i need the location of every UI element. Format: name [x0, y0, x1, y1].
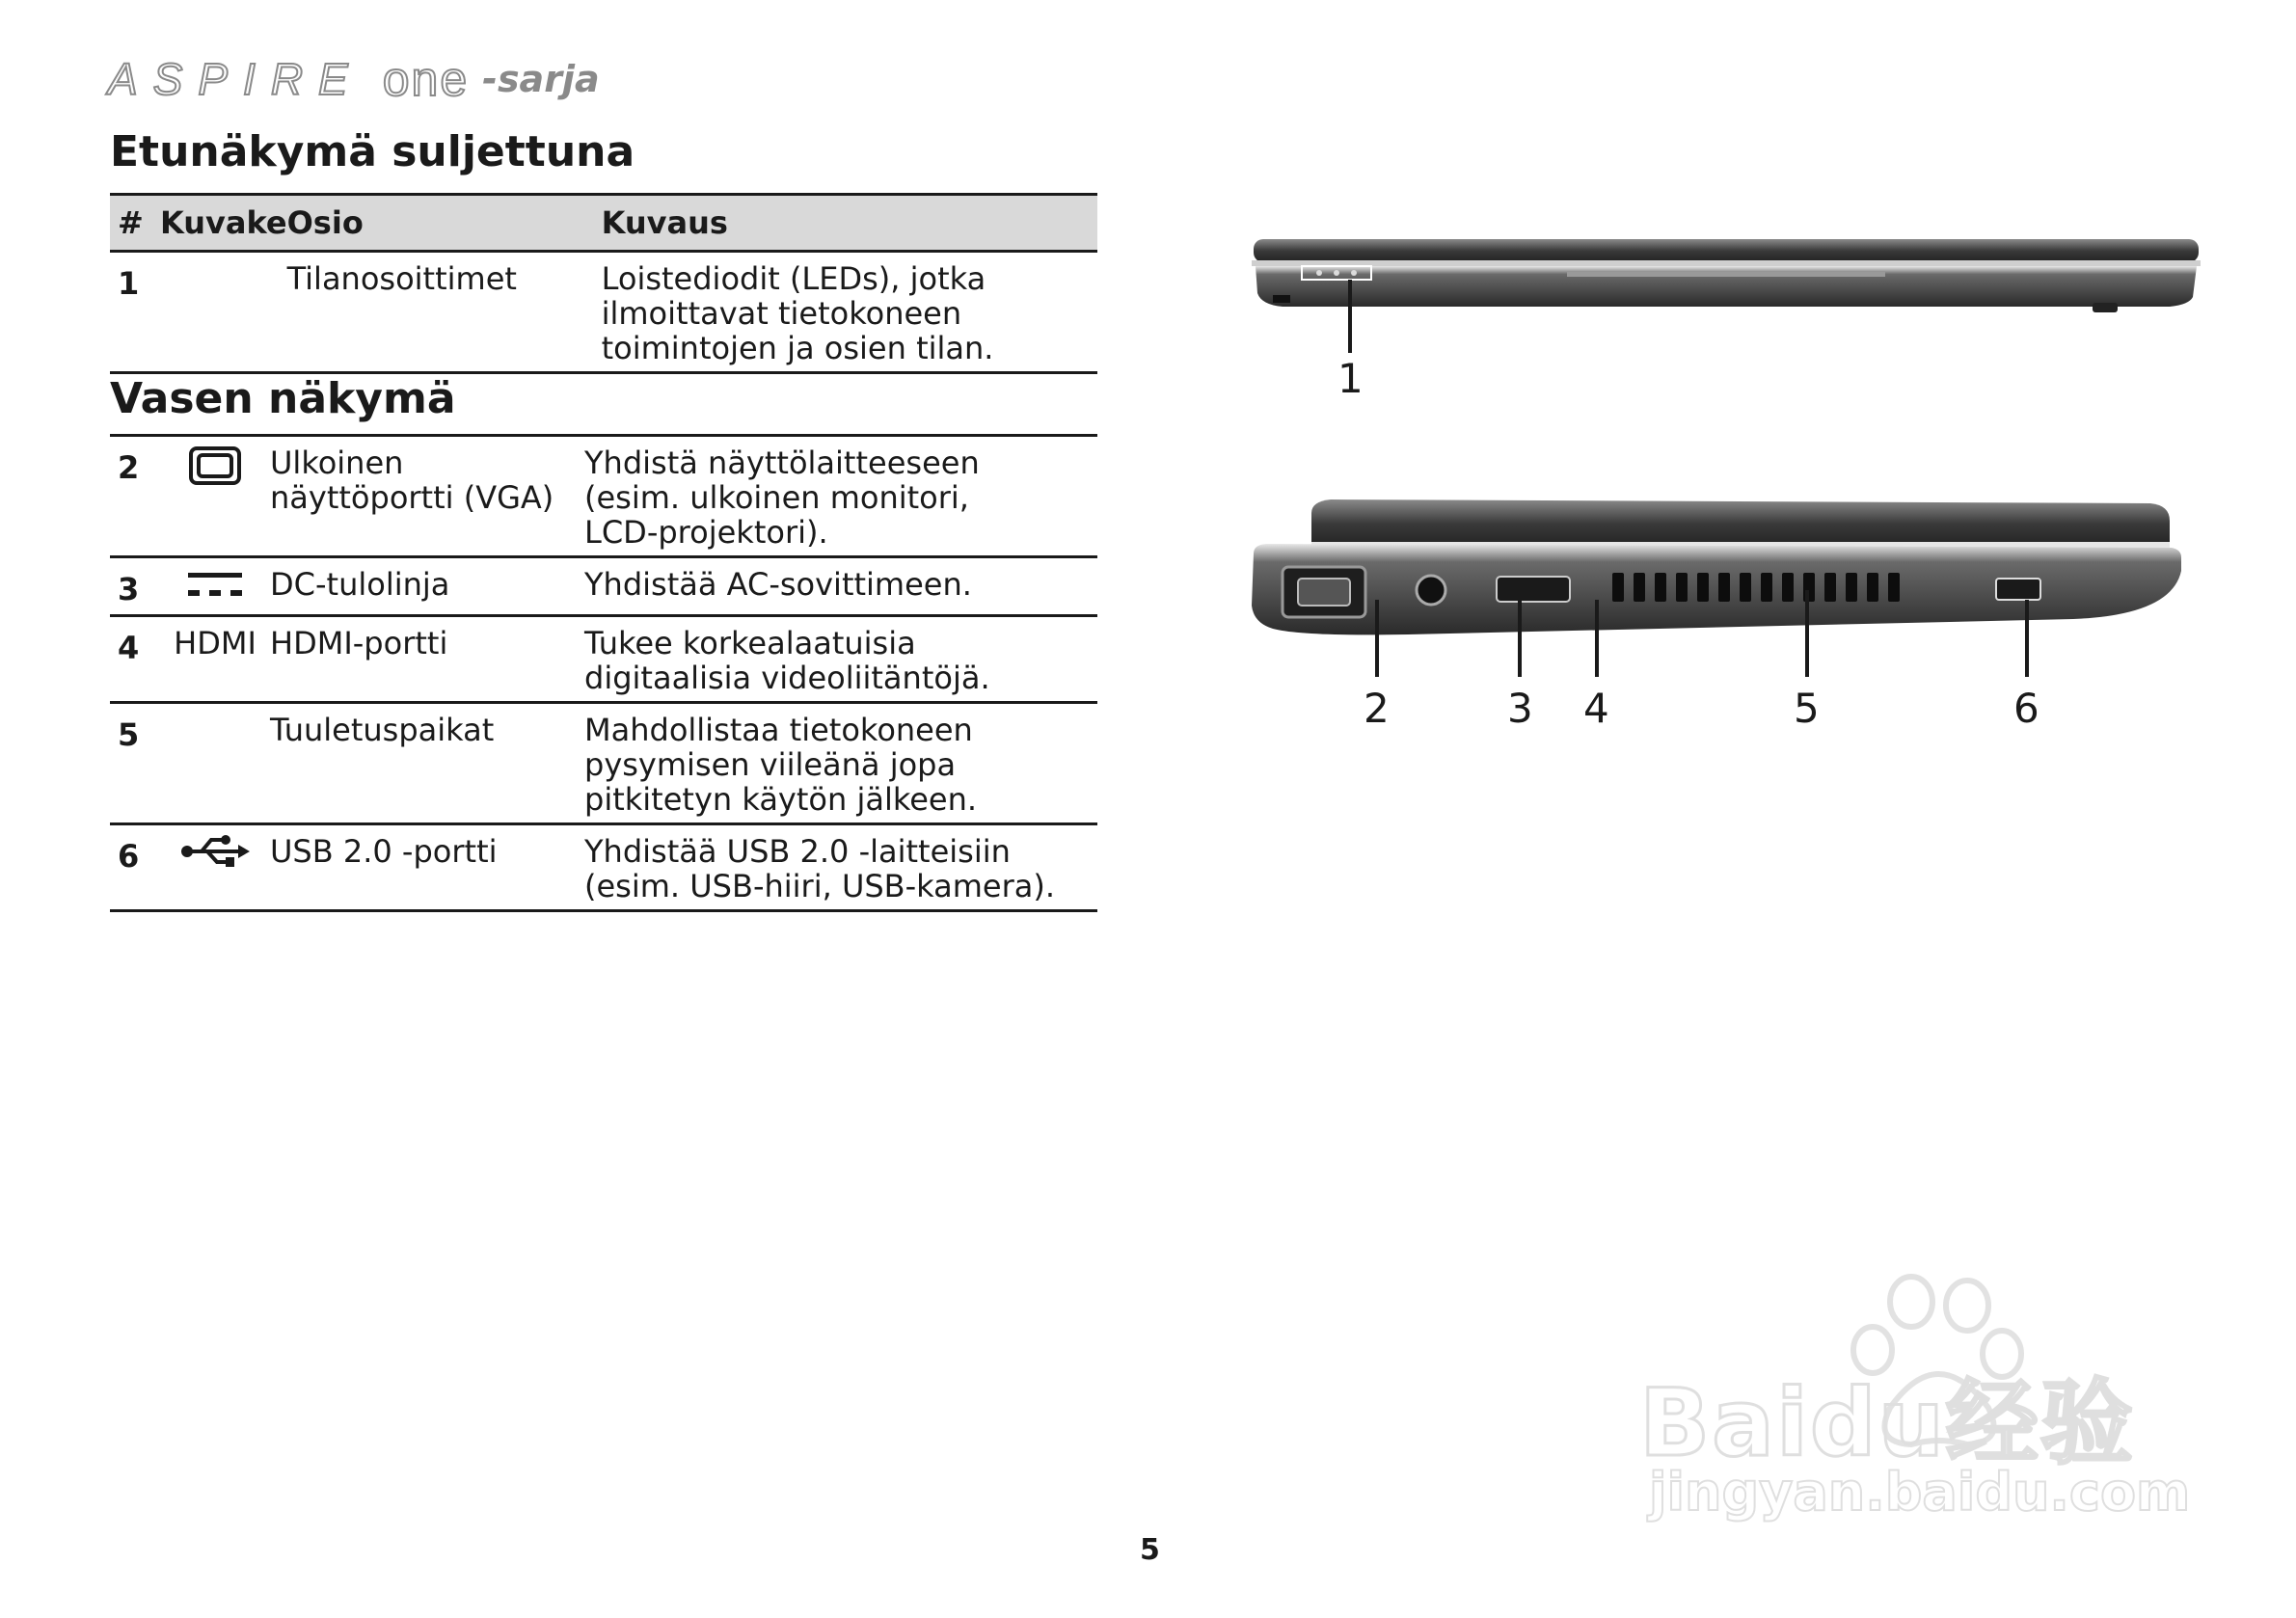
- row-number: 3: [118, 571, 140, 607]
- page-number: 5: [1140, 1533, 1160, 1567]
- row-section: USB 2.0 -portti: [270, 833, 498, 870]
- brand-suffix: -sarja: [482, 58, 600, 100]
- callout-1: 1: [1337, 355, 1364, 402]
- row-description: Yhdistää AC-sovittimeen.: [584, 566, 972, 603]
- row-number: 6: [118, 838, 140, 875]
- table-row: [110, 703, 1097, 824]
- vga-port-icon: [160, 436, 270, 557]
- row-number: 1: [118, 265, 140, 302]
- row-number: 2: [118, 449, 140, 486]
- table-row: [110, 824, 1097, 911]
- row-section: HDMI-portti: [270, 625, 448, 661]
- table-row: [110, 436, 1097, 557]
- one-logo: one: [382, 52, 470, 106]
- front-view-illustration: [1252, 239, 2201, 353]
- watermark-main: Baidu经验: [1639, 1369, 2135, 1477]
- brand-header: [108, 54, 600, 104]
- laptop-diagram: [1244, 224, 2208, 744]
- front-view-table: [110, 193, 1097, 374]
- table-row: [110, 616, 1097, 703]
- table-header-row: [110, 195, 1097, 252]
- row-number: 4: [118, 630, 140, 666]
- col-header-num: #: [110, 195, 160, 252]
- watermark-sub: jingyan.baidu.com: [1649, 1462, 2191, 1523]
- callout-2: 2: [1364, 685, 1390, 732]
- row-description: Yhdistää USB 2.0 -laitteisiin (esim. USB-hiiri, USB-kamera).: [584, 833, 1056, 904]
- row-number: 5: [118, 716, 140, 753]
- col-header-description: Kuvaus: [602, 195, 1097, 252]
- row-description: Loistediodit (LEDs), jotka ilmoittavat tietokoneen toimintojen ja osien tilan.: [601, 260, 994, 366]
- row-section: Tilanosoittimet: [286, 260, 517, 297]
- row-description: Mahdollistaa tietokoneen pysymisen viileänä jopa pitkitetyn käytön jälkeen.: [584, 712, 978, 818]
- col-header-icon: Kuvake: [160, 195, 287, 252]
- callout-4: 4: [1583, 685, 1609, 732]
- row-section: Ulkoinen näyttöportti (VGA): [270, 445, 554, 516]
- row-section: DC-tulolinja: [270, 566, 450, 603]
- left-view-heading: Vasen näkymä: [110, 374, 456, 423]
- callout-3: 3: [1507, 685, 1533, 732]
- left-view-illustration: [1252, 499, 2181, 677]
- table-row: [110, 252, 1097, 373]
- baidu-watermark: [1630, 1273, 2191, 1533]
- table-row: [110, 557, 1097, 616]
- hdmi-label: HDMI: [174, 625, 257, 661]
- aspire-logo: ASPIRE: [108, 54, 364, 104]
- row-description: Tukee korkealaatuisia digitaalisia videoliitäntöjä.: [584, 625, 990, 696]
- left-view-table: [110, 434, 1097, 912]
- row-icon: [160, 703, 270, 824]
- row-icon: [160, 252, 287, 373]
- front-view-heading: Etunäkymä suljettuna: [110, 127, 635, 176]
- callout-5: 5: [1794, 685, 1820, 732]
- callout-6: 6: [2013, 685, 2039, 732]
- col-header-section: Osio: [287, 195, 602, 252]
- row-description: Yhdistä näyttölaitteeseen (esim. ulkoinen monitori, LCD-projektori).: [584, 445, 980, 551]
- dc-in-icon: [160, 557, 270, 616]
- row-section: Tuuletuspaikat: [270, 712, 495, 748]
- usb-icon: [160, 824, 270, 911]
